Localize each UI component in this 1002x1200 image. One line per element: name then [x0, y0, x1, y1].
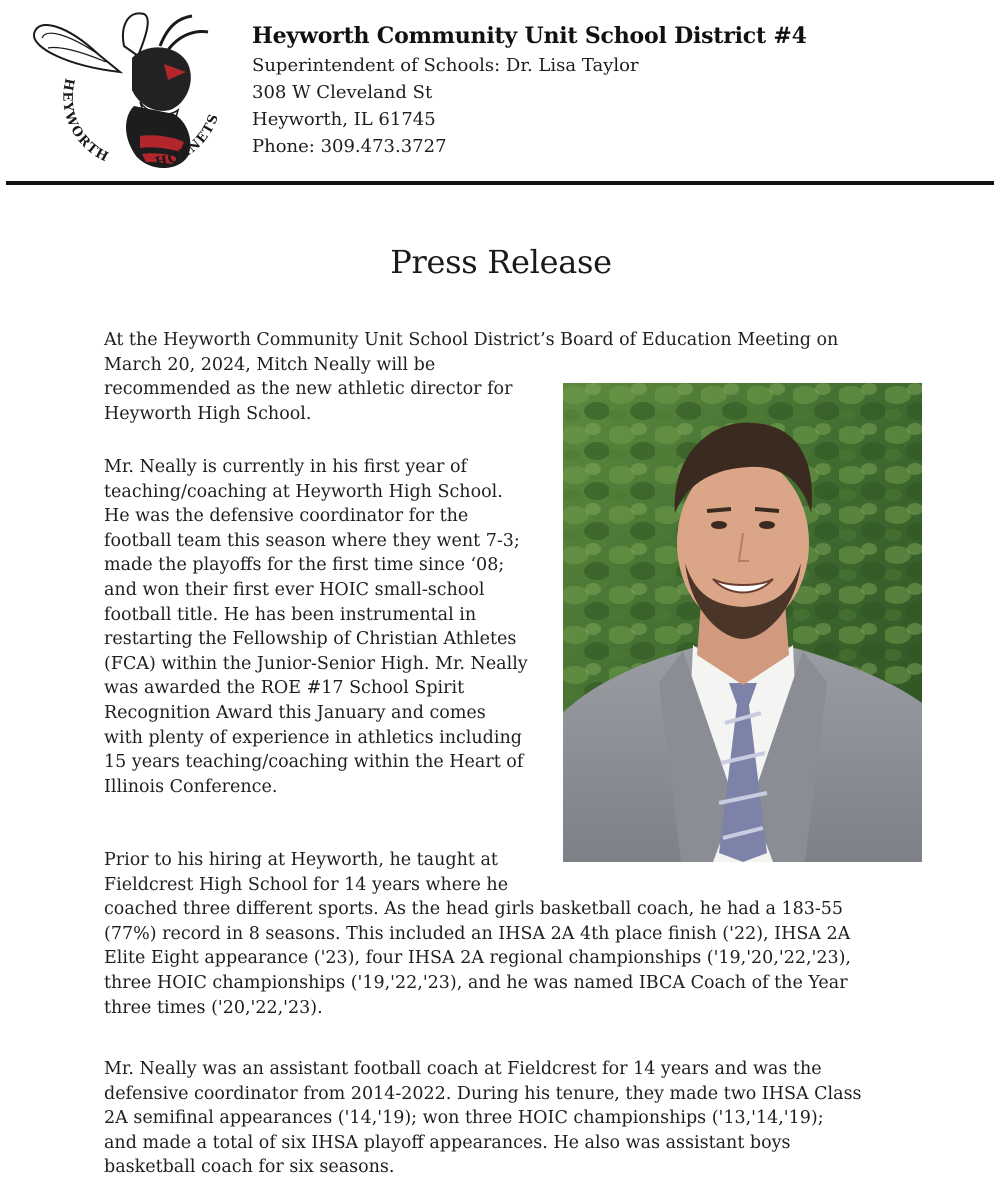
text-line: At the Heyworth Community Unit School District’s Board of Education Meeting on: [104, 330, 839, 350]
text-line: 15 years teaching/coaching within the Heart of: [104, 752, 524, 773]
text-line: football title. He has been instrumental in: [104, 604, 477, 625]
letterhead: [0, 0, 1002, 182]
text-line: and made a total of six IHSA playoff appearances. He also was assistant boys: [104, 1132, 791, 1153]
text-line: three HOIC championships ('19,'22,'23), and he was named IBCA Coach of the Year: [104, 972, 848, 993]
superintendent-line: Superintendent of Schools: Dr. Lisa Taylor: [252, 55, 639, 76]
paragraph-football-coaching: [104, 1057, 862, 1180]
text-line: (FCA) within the Junior-Senior High. Mr. Neally: [104, 653, 528, 674]
district-name: Heyworth Community Unit School District #4: [252, 23, 807, 49]
address-street: 308 W Cleveland St: [252, 82, 433, 103]
text-line: made the playoffs for the first time since ‘08;: [104, 555, 505, 576]
text-line: He was the defensive coordinator for the: [104, 506, 469, 527]
phone-number: Phone: 309.473.3727: [252, 136, 447, 157]
logo-text-heyworth: HEYWORTH: [59, 77, 112, 166]
text-line: coached three different sports. As the head girls basketball coach, he had a 183-55: [104, 899, 844, 920]
header-divider: [6, 181, 994, 185]
text-line: basketball coach for six seasons.: [104, 1157, 395, 1178]
headshot-photo: [563, 383, 922, 862]
text-line: Recognition Award this January and comes: [104, 702, 486, 723]
text-line: was awarded the ROE #17 School Spirit: [104, 678, 465, 699]
text-line: football team this season where they went 7-3;: [104, 530, 520, 551]
text-line: Heyworth High School.: [104, 403, 312, 424]
text-line: Illinois Conference.: [104, 776, 278, 797]
text-line: restarting the Fellowship of Christian Athletes: [104, 629, 517, 650]
paragraph-current-role: [104, 455, 528, 799]
text-line: March 20, 2024, Mitch Neally will be: [104, 354, 436, 375]
text-line: defensive coordinator from 2014-2022. During his tenure, they made two IHSA Class: [104, 1083, 862, 1104]
hornets-logo: [28, 6, 234, 176]
paragraph-prior-experience: [104, 848, 851, 1020]
svg-text:HEYWORTH: [59, 77, 112, 166]
text-line: 2A semifinal appearances ('14,'19); won three HOIC championships ('13,'14,'19);: [104, 1108, 824, 1129]
text-line: and won their first ever HOIC small-school: [104, 579, 485, 600]
page-title: Press Release: [390, 243, 612, 281]
district-info: [252, 20, 807, 160]
text-line: Elite Eight appearance ('23), four IHSA 2A regional championships ('19,'20,'22,'23),: [104, 948, 851, 969]
text-line: Mr. Neally was an assistant football coach at Fieldcrest for 14 years and was the: [104, 1059, 822, 1079]
text-line: Prior to his hiring at Heyworth, he taught at: [104, 850, 498, 870]
text-line: (77%) record in 8 seasons. This included an IHSA 2A 4th place finish ('22), IHSA 2A: [104, 923, 851, 944]
text-line: Fieldcrest High School for 14 years where he: [104, 874, 509, 895]
text-line: teaching/coaching at Heyworth High School.: [104, 481, 503, 502]
address-city: Heyworth, IL 61745: [252, 109, 436, 130]
text-line: with plenty of experience in athletics including: [104, 727, 522, 748]
text-line: three times ('20,'22,'23).: [104, 997, 323, 1018]
logo-text-hornets: HORNETS: [154, 111, 223, 171]
text-line: Mr. Neally is currently in his first year of: [104, 457, 467, 477]
text-line: recommended as the new athletic director for: [104, 379, 513, 400]
